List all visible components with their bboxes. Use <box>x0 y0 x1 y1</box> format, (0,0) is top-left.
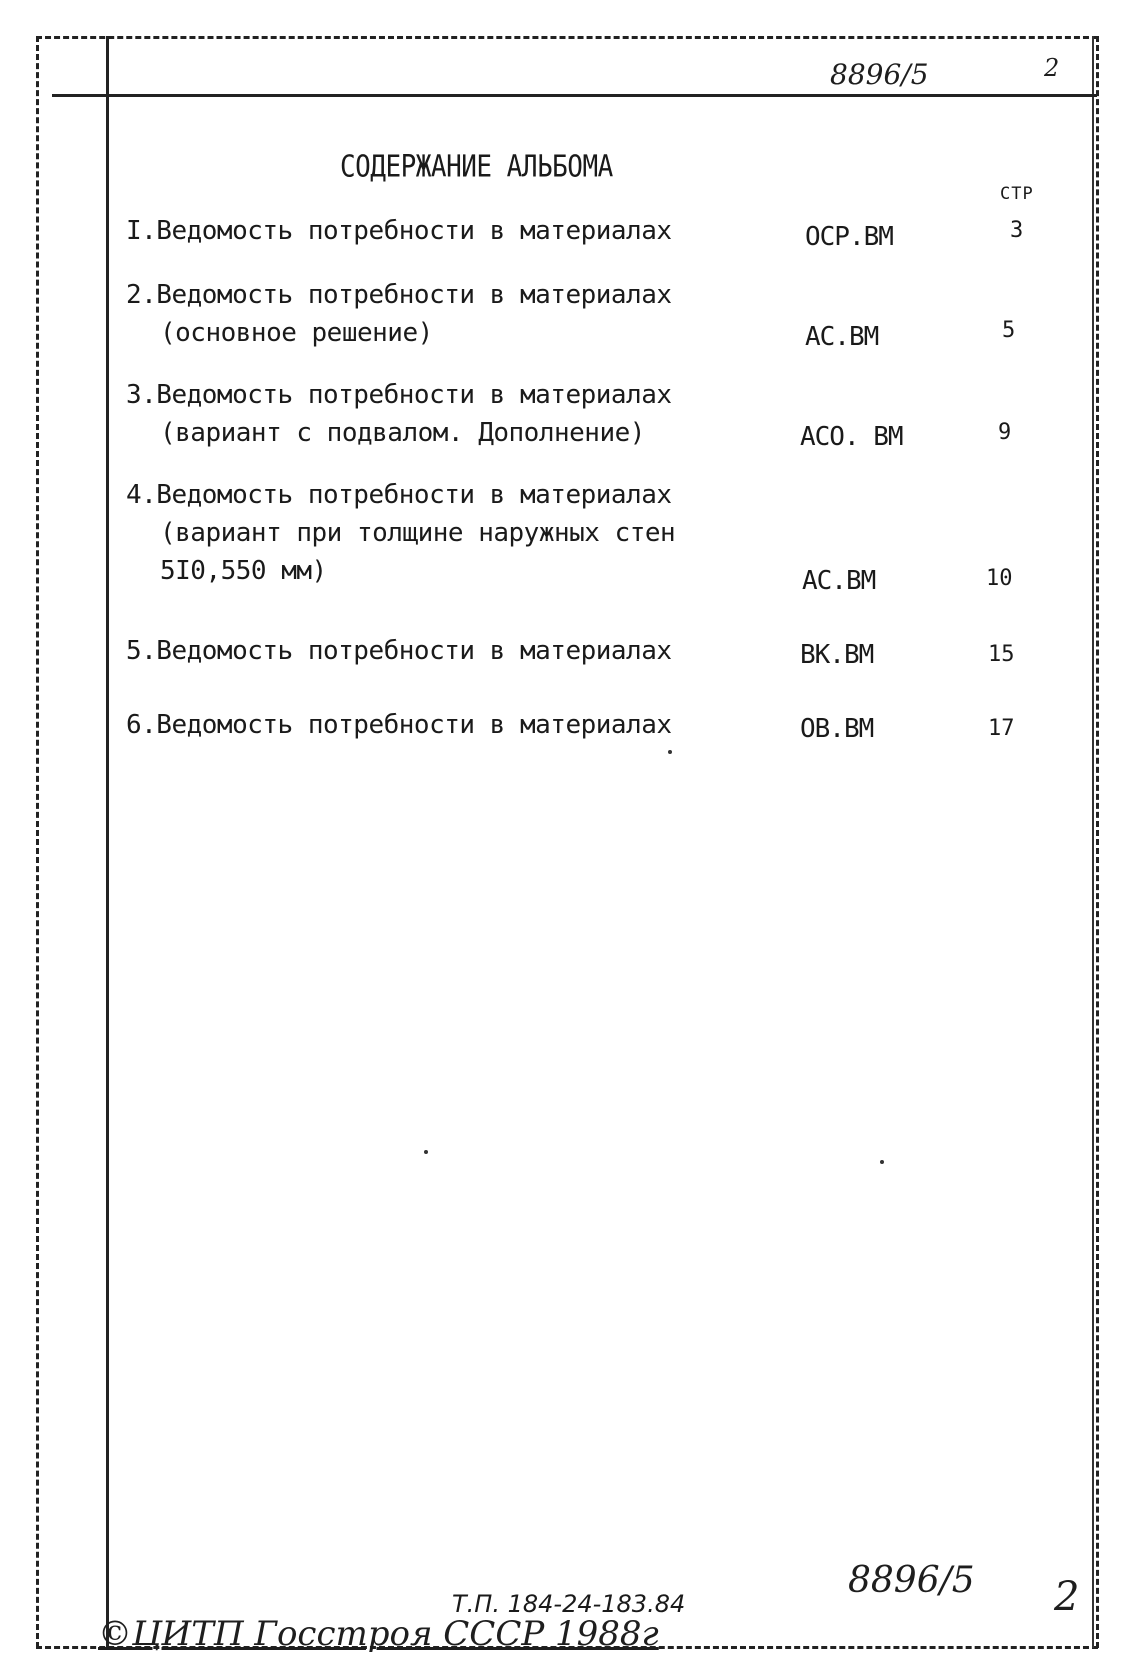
entry-4-line-2: (вариант при толщине наружных стен <box>160 518 676 548</box>
dashed-border-left <box>36 36 39 1648</box>
sheet-number-top: 2 <box>1044 54 1060 82</box>
speck <box>424 1150 428 1154</box>
entry-3-page: 9 <box>998 420 1012 445</box>
contents-title: СОДЕРЖАНИЕ АЛЬБОМА <box>340 150 613 185</box>
entry-4-code: АС.ВМ <box>802 566 876 596</box>
contents-entry-4 <box>126 476 675 590</box>
entry-3-line-1: 3.Ведомость потребности в материалах <box>126 380 672 410</box>
entry-4-page: 10 <box>986 566 1013 591</box>
sheet-number-bottom: 2 <box>1054 1574 1080 1620</box>
contents-entry-1 <box>126 212 672 250</box>
contents-entry-2 <box>126 276 672 352</box>
entry-2-line-1: 2.Ведомость потребности в материалах <box>126 280 672 310</box>
tp-number: Т.П. 184-24-183.84 <box>452 1590 686 1618</box>
entry-6-code: ОВ.ВМ <box>800 714 874 744</box>
entry-1-code: ОСР.ВМ <box>805 222 893 252</box>
entry-1-page: 3 <box>1010 218 1024 243</box>
entry-5-page: 15 <box>988 642 1015 667</box>
entry-2-code: АС.ВМ <box>805 322 879 352</box>
page-column-label: СТР <box>1000 184 1034 204</box>
frame-left-line <box>106 36 109 1648</box>
entry-3-code: АСО. ВМ <box>800 422 903 452</box>
entry-1-line-1: I.Ведомость потребности в материалах <box>126 216 672 246</box>
contents-entry-3 <box>126 376 672 452</box>
dashed-border-top <box>36 36 1098 39</box>
frame-right-line <box>1092 36 1094 1648</box>
entry-2-line-2: (основное решение) <box>160 318 433 348</box>
contents-entry-5 <box>126 632 672 670</box>
entry-6-line-1: 6.Ведомость потребности в материалах <box>126 710 672 740</box>
contents-entry-6 <box>126 706 672 744</box>
dashed-border-right <box>1096 36 1099 1648</box>
entry-5-line-1: 5.Ведомость потребности в материалах <box>126 636 672 666</box>
entry-3-line-2: (вариант с подвалом. Дополнение) <box>160 418 645 448</box>
entry-2-page: 5 <box>1002 318 1016 343</box>
speck <box>668 750 672 754</box>
entry-5-code: ВК.ВМ <box>800 640 874 670</box>
speck <box>880 1160 884 1164</box>
entry-4-line-1: 4.Ведомость потребности в материалах <box>126 480 672 510</box>
header-divider <box>52 94 1097 97</box>
doc-number-bottom: 8896/5 <box>848 1560 975 1601</box>
entry-6-page: 17 <box>988 716 1015 741</box>
copyright-stamp: ©ЦИТП Госстроя СССР 1988г <box>98 1614 659 1654</box>
doc-number-top: 8896/5 <box>830 58 929 91</box>
entry-4-line-3: 5I0,550 мм) <box>160 556 327 586</box>
